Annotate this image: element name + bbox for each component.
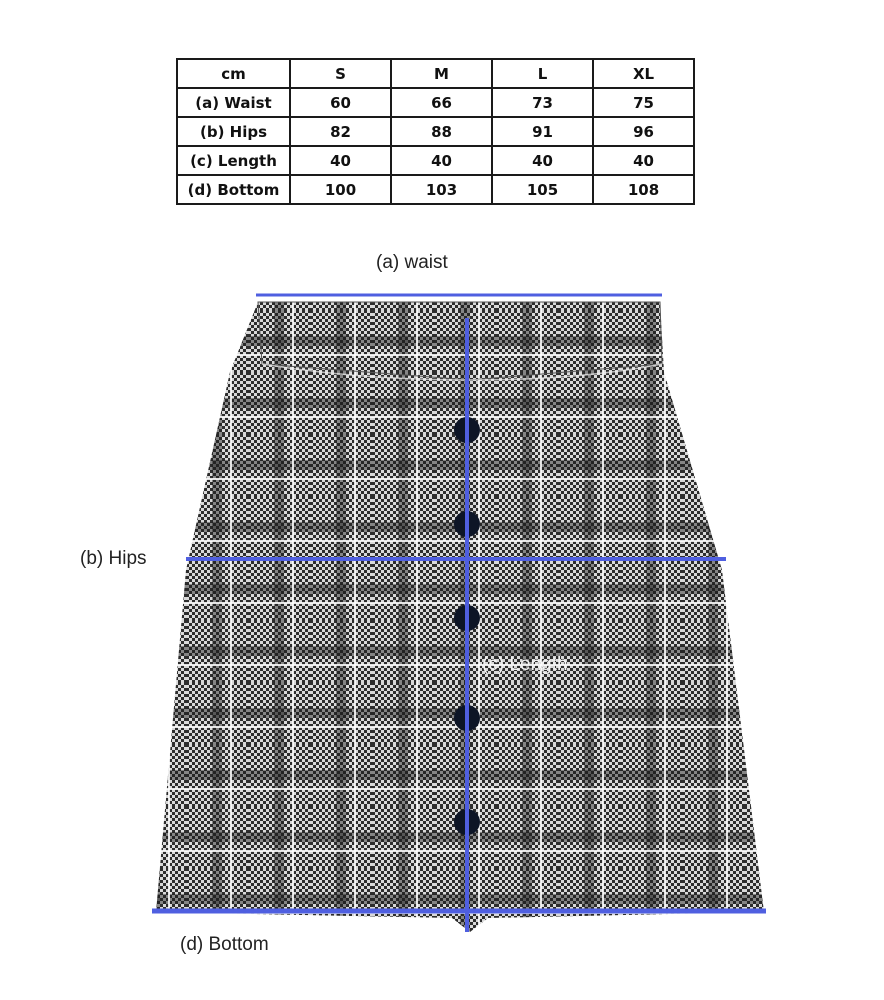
row-label: (b) Hips (177, 117, 290, 146)
table-cell: 40 (593, 146, 694, 175)
bottom-label: (d) Bottom (180, 934, 269, 955)
header-size-s: S (290, 59, 391, 88)
table-cell: 96 (593, 117, 694, 146)
skirt-waistband (258, 302, 662, 380)
table-cell: 40 (290, 146, 391, 175)
table-cell: 108 (593, 175, 694, 204)
header-unit: cm (177, 59, 290, 88)
row-label: (a) Waist (177, 88, 290, 117)
table-cell: 75 (593, 88, 694, 117)
waist-label: (a) waist (376, 252, 448, 273)
table-cell: 66 (391, 88, 492, 117)
header-size-l: L (492, 59, 593, 88)
table-cell: 100 (290, 175, 391, 204)
table-cell: 60 (290, 88, 391, 117)
header-size-m: M (391, 59, 492, 88)
table-cell: 103 (391, 175, 492, 204)
row-label: (d) Bottom (177, 175, 290, 204)
table-cell: 40 (391, 146, 492, 175)
table-cell: 91 (492, 117, 593, 146)
row-label: (c) Length (177, 146, 290, 175)
table-cell: 105 (492, 175, 593, 204)
table-cell: 73 (492, 88, 593, 117)
header-size-xl: XL (593, 59, 694, 88)
length-label: (c) Length (482, 654, 568, 675)
table-cell: 88 (391, 117, 492, 146)
table-cell: 40 (492, 146, 593, 175)
table-cell: 82 (290, 117, 391, 146)
hips-label: (b) Hips (80, 548, 147, 569)
